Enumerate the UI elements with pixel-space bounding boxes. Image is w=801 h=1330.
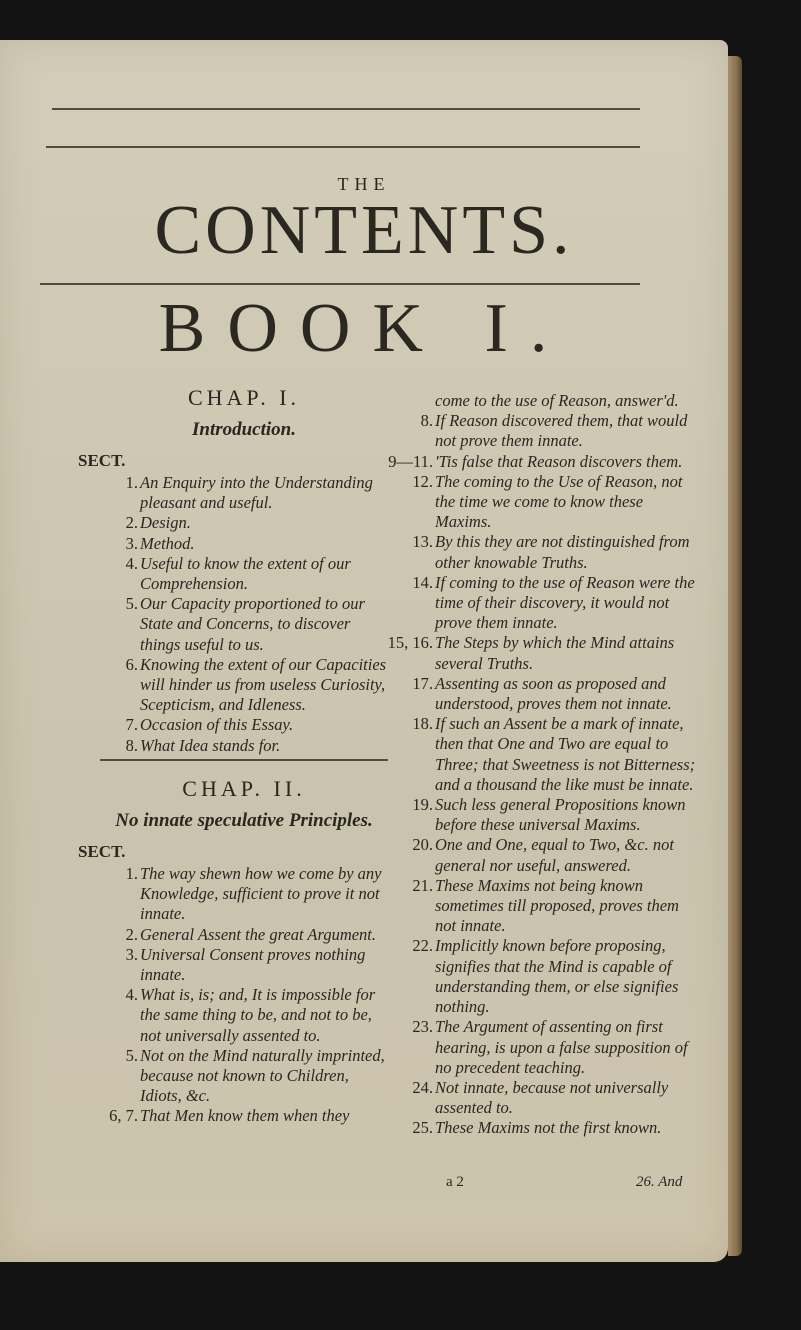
left-column	[78, 385, 388, 756]
toc-entry: 5. Our Capacity proportioned to our State and Concerns, to discover things useful to us.	[125, 594, 365, 654]
title-rule	[40, 283, 640, 285]
toc-entry: 24. Not innate, because not universally assented to.	[412, 1077, 669, 1118]
chap1-sect-label: SECT.	[78, 451, 126, 470]
toc-entry: 21. These Maxims not being known sometimes till proposed, proves them not innate.	[412, 875, 679, 936]
page-edge	[728, 56, 742, 1256]
chap1-title: Introduction.	[191, 419, 296, 440]
toc-entry: 25. These Maxims not the first known.	[412, 1118, 662, 1138]
catchword: 26. And	[636, 1174, 683, 1190]
toc-entry: 15, 16. The Steps by which the Mind attains several Truths.	[387, 633, 675, 673]
toc-entry: 9—11. 'Tis false that Reason discovers them.	[388, 451, 683, 471]
right-column	[387, 391, 697, 1139]
chapter-rule	[100, 759, 388, 761]
toc-entry: 3. Method.	[125, 533, 195, 553]
chap2-title: No innate speculative Principles.	[115, 810, 373, 831]
toc-entry: 19. Such less general Propositions known before these universal Maxims.	[412, 795, 686, 835]
toc-entry: 7. Occasion of this Essay.	[125, 715, 294, 735]
page-title: CONTENTS.	[154, 192, 574, 269]
toc-entry: 8. If Reason discovered them, that would not prove them innate.	[420, 411, 688, 451]
toc-entry: 20. One and One, equal to Two, &c. not general nor useful, answered.	[412, 835, 674, 875]
toc-entry: 22. Implicitly known before proposing, signifies that the Mind is capable of understanding them, or else signifies nothing.	[412, 936, 679, 1017]
toc-entry: 23. The Argument of assenting on first hearing, is upon a false supposition of no precedent teaching.	[412, 1017, 688, 1077]
chap2-sect-label: SECT.	[78, 842, 126, 861]
toc-entry: 2. Design.	[125, 513, 191, 533]
toc-entry: 4. Useful to know the extent of our Comprehension.	[125, 553, 351, 594]
toc-entry: 8. What Idea stands for.	[125, 735, 281, 755]
toc-entry: 13. By this they are not distinguished from other knowable Truths.	[412, 532, 690, 572]
toc-entry: 17. Assenting as soon as proposed and understood, proves them not innate.	[412, 673, 672, 714]
book-heading: BOOK I.	[158, 290, 570, 367]
left-column-chap2	[78, 776, 388, 1127]
toc-entry: 4. What is, is; and, It is impossible for the same thing to be, and not to be, not universally assented to.	[125, 985, 376, 1045]
toc-entry: 12. The coming to the Use of Reason, not the time we come to know these Maxims.	[412, 471, 683, 532]
toc-entry: 14. If coming to the use of Reason were the time of their discovery, it would not prove them innate.	[412, 572, 695, 633]
toc-entry: 6, 7. That Men know them when they	[109, 1106, 350, 1126]
toc-entry: 1. The way shewn how we come by any Knowledge, sufficient to prove it not innate.	[125, 864, 382, 924]
chap1-entries	[100, 473, 388, 756]
toc-entry: 3. Universal Consent proves nothing innate.	[125, 944, 366, 985]
header-the: THE	[337, 174, 391, 194]
top-rule-1	[52, 108, 640, 110]
top-rule-2	[46, 146, 640, 148]
toc-entry: 18. If such an Assent be a mark of innate, then that One and Two are equal to Three; that Sweetness is not Bitterness; and a thousand the like must be innate.	[412, 714, 696, 794]
toc-entry: 6. Knowing the extent of our Capacities will hinder us from useless Curiosity, Scepticism, and Idleness.	[125, 654, 387, 715]
toc-entry: 1. An Enquiry into the Understanding pleasant and useful.	[125, 473, 373, 513]
chap2-entries	[100, 864, 388, 1127]
toc-entry: 5. Not on the Mind naturally imprinted, because not known to Children, Idiots, &c.	[125, 1045, 385, 1106]
toc-entry: come to the use of Reason, answer'd.	[435, 391, 679, 410]
chap2-heading: CHAP. II.	[182, 776, 306, 801]
chap1-heading: CHAP. I.	[187, 385, 301, 410]
toc-entry: 2. General Assent the great Argument.	[125, 924, 377, 944]
signature-mark: a 2	[446, 1174, 464, 1190]
